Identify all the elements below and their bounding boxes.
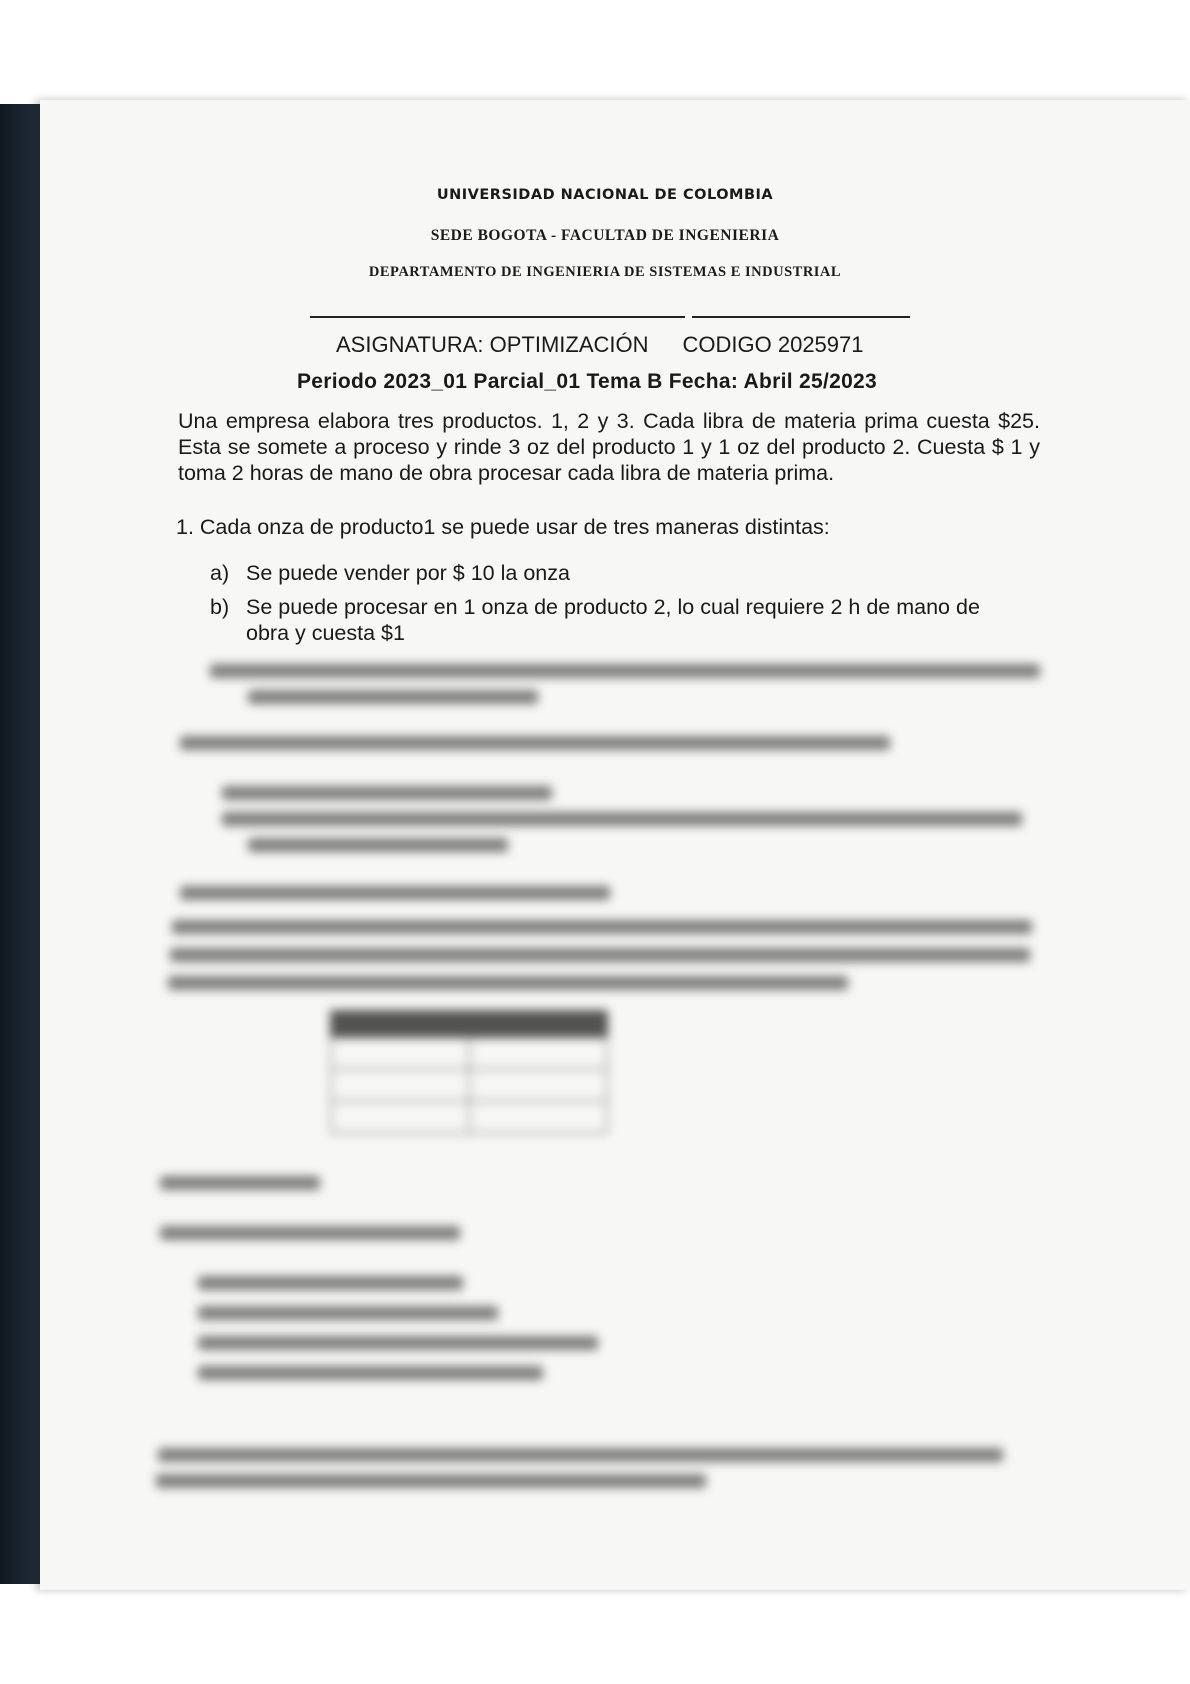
department-heading: DEPARTAMENTO DE INGENIERIA DE SISTEMAS E INDUSTRIAL <box>368 264 842 280</box>
blurred-line <box>180 886 610 900</box>
blurred-line <box>158 1448 1003 1462</box>
question-1: 1. Cada onza de producto1 se puede usar de tres maneras distintas: <box>176 515 830 539</box>
blurred-line <box>248 838 508 852</box>
scan-dark-edge <box>0 104 44 1584</box>
blurred-line <box>198 1306 498 1320</box>
blurred-line <box>210 664 1040 678</box>
exam-period-line: Periodo 2023_01 Parcial_01 Tema B Fecha: Abril 25/2023 <box>297 370 878 393</box>
blurred-line <box>170 948 1030 962</box>
option-a-label: a) <box>210 561 230 585</box>
option-b-continuation: obra y cuesta $1 <box>246 621 405 645</box>
codigo-label: CODIGO 2025971 <box>682 332 864 357</box>
option-a <box>210 560 570 586</box>
option-b <box>210 594 1040 646</box>
blurred-line <box>160 1176 320 1190</box>
blurred-line <box>222 786 552 800</box>
faculty-heading: SEDE BOGOTA - FACULTAD DE INGENIERIA <box>430 227 780 244</box>
option-a-text: Se puede vender por $ 10 la onza <box>246 561 570 585</box>
blurred-table-row <box>330 1102 608 1134</box>
option-b-label: b) <box>210 595 230 619</box>
option-b-text: Se puede procesar en 1 onza de producto 2, lo cual requiere 2 h de mano de <box>246 595 980 619</box>
header-rule-left <box>310 316 685 318</box>
blurred-line <box>156 1474 706 1488</box>
blurred-line <box>180 736 890 750</box>
blurred-line <box>248 690 538 704</box>
blurred-table-row <box>330 1070 608 1102</box>
blurred-table <box>330 1010 608 1132</box>
course-line <box>336 332 864 358</box>
blurred-line <box>198 1336 598 1350</box>
blurred-line <box>168 976 848 990</box>
asignatura-label: ASIGNATURA: OPTIMIZACIÓN <box>336 332 649 357</box>
blurred-line <box>172 920 1032 934</box>
blurred-line <box>198 1366 543 1380</box>
problem-intro: Una empresa elabora tres productos. 1, 2 y 3. Cada libra de materia prima cuesta $25. Esta se somete a proceso y rinde 3 oz del producto 1 y 1 oz del producto 2. Cuesta $ 1 y toma 2 horas de mano de obra procesar cada libra de materia prima. <box>178 409 1040 485</box>
blurred-line <box>198 1276 463 1290</box>
header-rule-right <box>692 316 910 318</box>
blurred-line <box>160 1226 460 1240</box>
blurred-table-row <box>330 1038 608 1070</box>
blurred-line <box>222 812 1022 826</box>
blurred-table-header <box>330 1010 608 1038</box>
university-heading: UNIVERSIDAD NACIONAL DE COLOMBIA <box>436 187 774 203</box>
